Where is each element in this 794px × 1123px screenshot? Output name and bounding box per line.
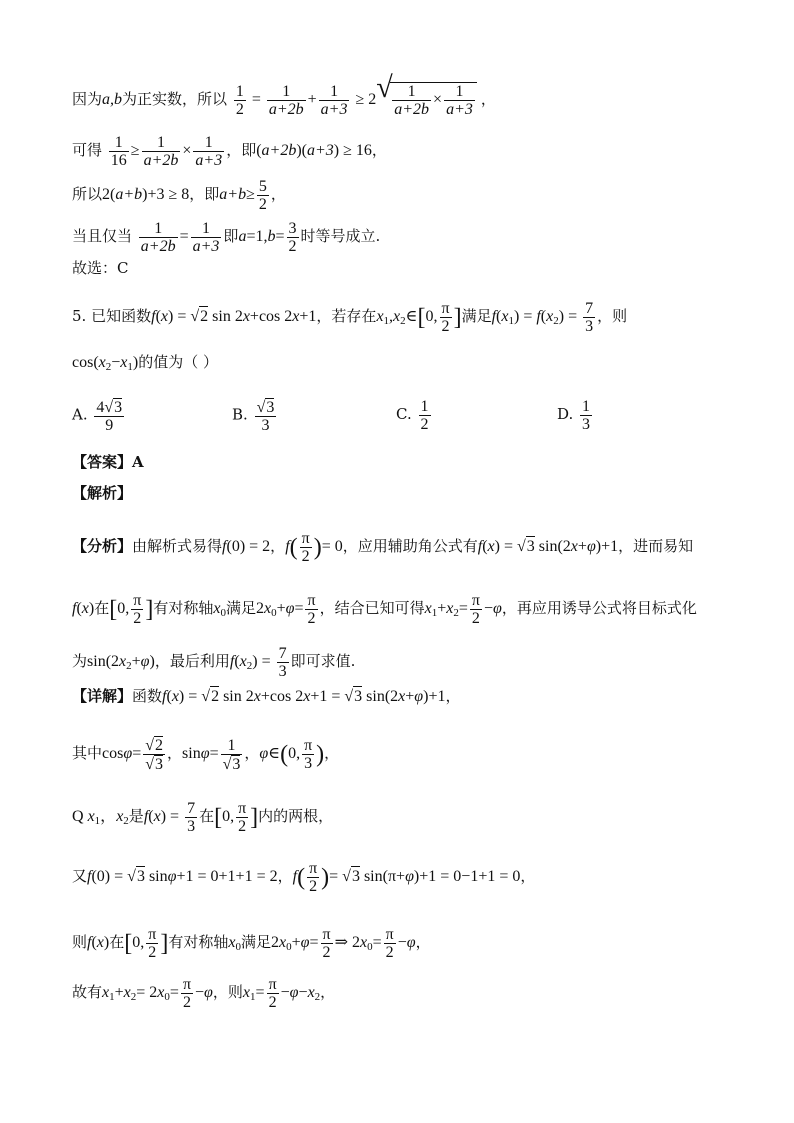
- xiangjie-line-2: 其中cosφ= $\frac{√2}{√3}$ ，sinφ= $\frac{1}{√3}$ ，φ∈(0, $\frac{\pi}{3}$ )，: [72, 736, 340, 773]
- line-2: 可得 $\frac{1}{16}$ ≥ $\frac{1}{a+2b}$ × $\frac{1}{a+3}$ ，即(a+2b)(a+3) ≥ 16，: [72, 134, 387, 169]
- question-stem-2: $\cos(x_2-x_1)$的值为（ ）: [72, 353, 219, 373]
- math-expr: $\frac{1}{3}$: [582, 398, 591, 433]
- math-expr: $f(x_2)$ = $\frac{7}{3}$: [229, 645, 287, 680]
- math-expr: f(0) = 2: [222, 538, 271, 556]
- math-expr: $x_1+x_2=$ $\frac{\pi}{2}$ −φ: [424, 592, 502, 627]
- option-b: B. $\frac{√3}{3}$: [232, 398, 278, 434]
- fenxi-line-2: f(x)在[0, $\frac{\pi}{2}$ ]有对称轴$x_0$满足$2x_0+\varphi=$ $\frac{\pi}{2}$ ，结合已知可得$x_1+x_2=$ $\frac{\pi}{2}$ −φ，再应用诱导公式将目标式化: [72, 592, 697, 627]
- option-d: D. $\frac{1}{3}$: [557, 398, 594, 433]
- math-expr: f(x) = $\frac{7}{3}$: [143, 800, 196, 835]
- math-expr: $f(x_1) = f(x_2)$ = $\frac{7}{3}$: [491, 300, 594, 335]
- xiangjie-line-6: 故有$x_1+x_2= 2x_0=$ $\frac{\pi}{2}$ −φ，则$x_1=$ $\frac{\pi}{2}$ $-\varphi-x_2$，: [72, 976, 336, 1011]
- math-expr: $2x_0+\varphi=$ $\frac{\pi}{2}$: [255, 592, 316, 627]
- answer-label: 【答案】A: [72, 453, 144, 471]
- math-expr: $\frac{1}{a+2b}$ = $\frac{1}{a+3}$: [140, 220, 220, 255]
- math-expr: $x_1,x_2\in[0$, $\frac{\pi}{2}$ ]: [376, 300, 462, 335]
- math-expr: $2x_0+\varphi=$ $\frac{\pi}{2}$ ⇒ $2x_0=$ $\frac{\pi}{2}$ −φ: [270, 926, 416, 961]
- line-3: 所以2(a+b)+3 ≥ 8，即a+b≥ $\frac{5}{2}$ ，: [72, 178, 286, 213]
- math-expr: f(x): [72, 600, 95, 618]
- math-expr: Q $x_1$，$x_2$: [72, 808, 129, 828]
- fenxi-line-3: 为$\sin(2x_2+\varphi)$，最后利用$f(x_2)$ = $\frac{7}{3}$ 即可求值.: [72, 645, 356, 680]
- math-expr: $\cos(x_2-x_1)$: [72, 354, 139, 373]
- math-expr: sinφ= $\frac{1}{√3}$: [182, 736, 241, 773]
- line-1: 因为a,b为正实数，所以 $\frac{1}{2}$ = $\frac{1}{a+2b}$ + $\frac{1}{a+3}$ ≥ 2 √ $\frac{1}{a+2b}$ × $\frac{1}{a+3}$ ，: [72, 82, 496, 118]
- math-expr: (a+2b)(a+3) ≥ 16: [256, 142, 372, 160]
- math-expr: $\frac{√3}{3}$: [256, 399, 275, 434]
- math-expr: [0, $\frac{\pi}{2}$ ]: [214, 800, 259, 835]
- math-expr: $x_0$: [213, 600, 226, 620]
- math-expr: $\frac{4√3}{9}$: [96, 399, 123, 434]
- option-c: C. $\frac{1}{2}$: [396, 398, 433, 433]
- math-expr: [0, $\frac{\pi}{2}$ ]: [109, 592, 154, 627]
- question-stem: 5. 已知函数f(x) = √2 sin 2x+cos 2x+1，若存在$x_1,x_2\in[0$, $\frac{\pi}{2}$ ]满足$f(x_1) = f(x_2)$ = $\frac{7}{3}$ ，则: [72, 300, 628, 335]
- math-expr: 2(a+b)+3 ≥ 8: [102, 186, 190, 204]
- math-expr: cosφ= $\frac{√2}{√3}$: [102, 737, 164, 773]
- math-expr: [0, $\frac{\pi}{2}$ ]: [124, 926, 169, 961]
- math-expr: $\frac{1}{16}$ ≥ $\frac{1}{a+2b}$ × $\frac{1}{a+3}$: [110, 134, 223, 169]
- math-expr: f( $\frac{\pi}{2}$ )= √3 sin(π+φ)+1 = 0−1+1 = 0: [292, 860, 521, 895]
- xiangjie-line-1: 【详解】函数f(x) = √2 sin 2x+cos 2x+1 = √3 sin(2x+φ)+1，: [72, 687, 461, 705]
- analysis-label: 【解析】: [72, 484, 133, 502]
- xiangjie-line-5: 则f(x)在[0, $\frac{\pi}{2}$ ]有对称轴$x_0$满足$2x_0+\varphi=$ $\frac{\pi}{2}$ ⇒ $2x_0=$ $\frac{\pi}{2}$ −φ，: [72, 926, 431, 961]
- answer-choice-line: 故选：C: [72, 259, 129, 277]
- math-expr: a=1,b= $\frac{3}{2}$: [238, 220, 297, 255]
- line-4: 当且仅当 $\frac{1}{a+2b}$ = $\frac{1}{a+3}$ 即a=1,b= $\frac{3}{2}$ 时等号成立.: [72, 220, 381, 255]
- math-expr: $x_0$: [228, 934, 241, 954]
- math-expr: f(x) = √2 sin 2x+cos 2x+1 = √3 sin(2x+φ)+1: [162, 688, 446, 705]
- math-expr: a+b≥ $\frac{5}{2}$: [219, 178, 267, 213]
- math-expr: $\frac{1}{2}$: [420, 398, 429, 433]
- fenxi-line-1: 【分析】由解析式易得f(0) = 2，f( $\frac{\pi}{2}$ )= 0，应用辅助角公式有f(x) = √3 sin(2x+φ)+1，进而易知: [72, 530, 694, 565]
- math-expr: f(x): [87, 934, 110, 952]
- math-expr: $\sin(2x_2+\varphi)$: [87, 653, 155, 673]
- math-expr: f(x) = √3 sin(2x+φ)+1: [477, 538, 619, 556]
- math-expr: f(0) = √3 sinφ+1 = 0+1+1 = 2: [87, 868, 278, 886]
- math-expr: $x_1=$ $\frac{\pi}{2}$ $-\varphi-x_2$: [242, 976, 321, 1011]
- xiangjie-line-3: Q $x_1$，$x_2$是f(x) = $\frac{7}{3}$ 在[0, $\frac{\pi}{2}$ ]内的两根，: [72, 800, 334, 835]
- option-a: A. $\frac{4√3}{9}$: [72, 398, 126, 434]
- math-expr: f( $\frac{\pi}{2}$ )= 0: [285, 530, 343, 565]
- math-expr: φ∈(0, $\frac{\pi}{3}$ ): [259, 737, 325, 772]
- math-expr: $x_1+x_2= 2x_0=$ $\frac{\pi}{2}$ −φ: [102, 976, 213, 1011]
- math-expr: f(x) = √2 sin 2x+cos 2x+1: [151, 308, 317, 326]
- math-expr: $\frac{1}{2}$ = $\frac{1}{a+2b}$ + $\frac{1}{a+3}$ ≥ 2 √ $\frac{1}{a+2b}$ × $\frac{1}{a+3}$: [232, 91, 481, 108]
- xiangjie-line-4: 又f(0) = √3 sinφ+1 = 0+1+1 = 2，f( $\frac{\pi}{2}$ )= √3 sin(π+φ)+1 = 0−1+1 = 0，: [72, 860, 536, 895]
